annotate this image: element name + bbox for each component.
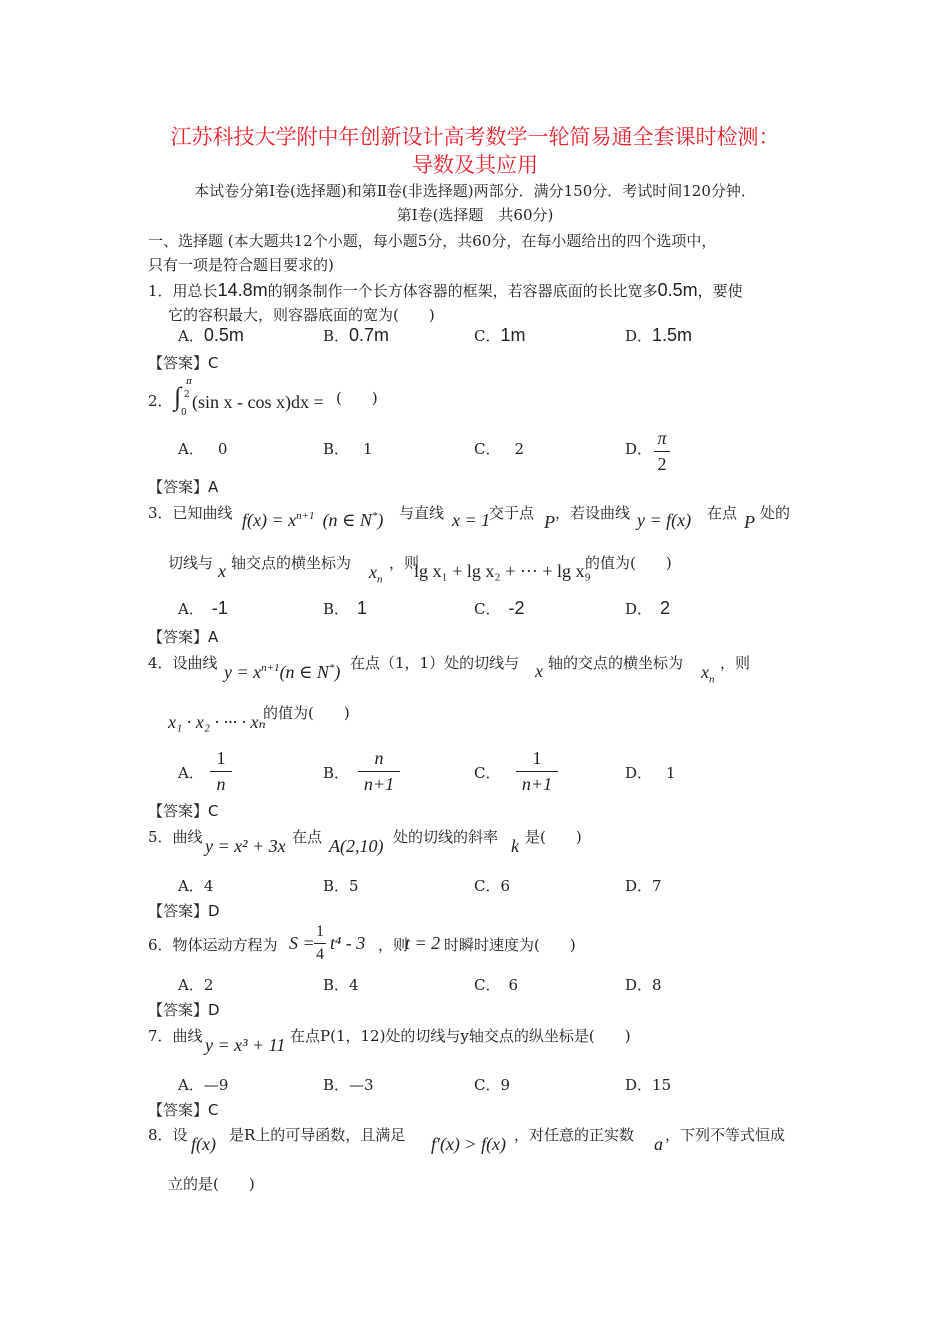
q3-xn: $x_n$ [369,562,383,586]
q6-fraction: 1 4 [316,923,324,963]
q7-curve: y = x³ + 11 [205,1035,286,1055]
q1-text-2: 的钢条制作一个长方体容器的框架，若容器底面的长比宽多 [267,282,658,300]
part1-heading: 第Ⅰ卷(选择题 共60分) [396,206,554,224]
intro-text: 本试卷分第Ⅰ卷(选择题)和第Ⅱ卷(非选择题)两部分．满分150分．考试时间120分钟． [194,182,756,200]
q3-point-p2: P [744,512,755,532]
q4-product: x₁ · x₂ · ··· · xₙ [168,712,266,732]
q1-option-a: A．0.5m [178,325,244,345]
q1-text-1: 用总长 [172,282,218,300]
q4-text-3: 轴的交点的横坐标为 [548,654,684,672]
q7-option-a: A．—9 [178,1076,229,1094]
doc-title-line1: 江苏科技大学附中年创新设计高考数学一轮简易通全套课时检测： [170,125,780,149]
q3-option-b: B． 1 [323,598,368,618]
q6-number: 6． [148,936,173,954]
q7-option-b: B．—3 [323,1076,374,1094]
q6-text-2: ，则 [378,936,409,954]
q4-option-c-fraction: 1 n+1 [516,748,558,795]
q2-tail: ( ) [336,389,378,407]
q3-point-p: P [544,512,555,532]
q3-option-c: C． -2 [474,598,525,618]
q5-text-2: 在点 [292,828,323,846]
q7-option-d: D．15 [625,1076,672,1094]
q3-x-axis: x [218,561,226,581]
q4-number: 4． [148,654,173,672]
q1-text-line2: 它的容积最大，则容器底面的宽为( ) [168,306,435,324]
q3-log-sum: lg x₁ + lg x₂ + ··· + lg x₉ [414,561,591,581]
q1-answer: 【答案】C [148,354,219,372]
q4-option-a-fraction: 1 n [210,748,232,795]
q2-integrand: (sin x - cos x)dx = [192,392,324,412]
q4-xn: $x_n$ [701,662,715,686]
q4-answer: 【答案】C [148,802,219,820]
q8-text-1: 设 [172,1126,188,1144]
q2-lower-limit: 0 [181,408,187,418]
q4-curve: $y = x^{n+1}(n$ ∈ N*) [224,662,341,682]
section-instructions-line1: 一、选择题 (本大题共12个小题，每小题5分，共60分，在每小题给出的四个选项中， [148,232,717,250]
q5-text-4: 是( ) [525,828,582,846]
q3-answer: 【答案】A [148,628,219,646]
q2-upper-limit: π [186,377,192,387]
q6-text-3: 时瞬时速度为( ) [444,936,576,954]
q1-difference: 0.5m [657,280,698,300]
q7-text-2: 在点P(1，12)处的切线与y轴交点的纵坐标是( ) [290,1027,631,1045]
q5-text-1: 曲线 [172,828,203,846]
q2-upper-limit-den: 2 [184,390,190,400]
q8-text-3: ，对任意的正实数 [514,1126,635,1144]
q8-a: a [654,1134,663,1154]
q4-text-5: 的值为( ) [263,704,350,722]
q8-f: f(x) [191,1134,216,1154]
q7-answer: 【答案】C [148,1101,219,1119]
q2-option-d-fraction: π 2 [654,428,670,475]
q2-option-d-label: D． [625,440,653,458]
q1-option-d: D．1.5m [625,325,693,345]
q3-line: x = 1 [452,510,491,530]
q6-option-c: C． 6 [474,976,519,994]
q6-option-d: D．8 [625,976,662,994]
q5-text-3: 处的切线的斜率 [393,828,499,846]
q5-number: 5． [148,828,173,846]
q2-option-a: A． 0 [178,440,228,458]
q2-option-b: B． 1 [323,440,373,458]
q8-text-2: 是R上的可导函数，且满足 [229,1126,406,1144]
q2-answer: 【答案】A [148,478,219,496]
q7-option-c: C．9 [474,1076,511,1094]
q4-option-b-label: B． [323,764,350,782]
q4-text-2: 在点（1，1）处的切线与 [350,654,520,672]
q8-text-line2: 立的是( ) [168,1175,255,1193]
q6-option-b: B．4 [323,976,359,994]
q6-tail: t⁴ - 3 [330,933,366,953]
q6-answer: 【答案】D [148,1001,220,1019]
q5-option-c: C．6 [474,877,511,895]
q3-number: 3． [148,504,173,522]
q1-number: 1． [148,282,173,300]
q6-option-a: A．2 [178,976,214,994]
q6-t-value: t = 2 [405,933,441,953]
q1-option-b: B．0.7m [323,325,390,345]
integral-sign-icon: ∫ [174,382,182,411]
q5-answer: 【答案】D [148,902,220,920]
q3-text-4: ，若设曲线 [555,504,631,522]
q3-text-5: 在点 [707,504,738,522]
q3-text-8: 轴交点的横坐标为 [231,554,352,572]
q7-text-1: 曲线 [172,1027,203,1045]
q1-length: 14.8m [217,280,268,300]
q5-option-a: A．4 [178,877,214,895]
q8-text-4: ，下列不等式恒成 [665,1126,786,1144]
q5-option-b: B．5 [323,877,359,895]
q3-curve: $f(x) = x^{n+1}$ (n ∈ N*) [242,510,384,530]
q4-text-4: ，则 [720,654,751,672]
q3-curve-y: y = f(x) [637,510,692,530]
q7-number: 7． [148,1027,173,1045]
q1-option-c: C．1m [474,325,526,345]
q6-s: S = [289,933,315,953]
q5-point: A(2,10) [329,836,384,856]
section-instructions-line2: 只有一项是符合题目要求的) [148,256,334,274]
q2-number: 2． [148,392,173,410]
q3-text-10: 的值为( ) [585,554,672,572]
q4-x-axis: x [535,661,543,681]
q4-option-a-label: A． [178,764,204,782]
q3-text-1: 已知曲线 [172,504,233,522]
q3-text-6: 处的 [760,504,791,522]
q5-curve: y = x² + 3x [205,836,286,856]
q4-option-d: D． 1 [625,764,676,782]
q5-option-d: D．7 [625,877,662,895]
q4-option-c-label: C． [474,764,501,782]
q2-option-c: C． 2 [474,440,525,458]
doc-title-line2: 导数及其应用 [412,153,538,177]
q3-text-7: 切线与 [168,554,214,572]
q3-text-9: ，则 [389,554,420,572]
q4-text-1: 设曲线 [172,654,218,672]
q3-option-a: A． -1 [178,598,228,618]
q8-number: 8． [148,1126,173,1144]
q3-text-2: 与直线 [399,504,445,522]
q4-option-b-fraction: n n+1 [358,748,400,795]
q3-option-d: D． 2 [625,598,671,618]
q8-inequality: f′(x) > f(x) [431,1134,507,1154]
q3-text-3: 交于点 [489,504,535,522]
q6-text-1: 物体运动方程为 [172,936,278,954]
q5-k: k [511,836,519,856]
q1-text-3: ，要使 [697,282,743,300]
